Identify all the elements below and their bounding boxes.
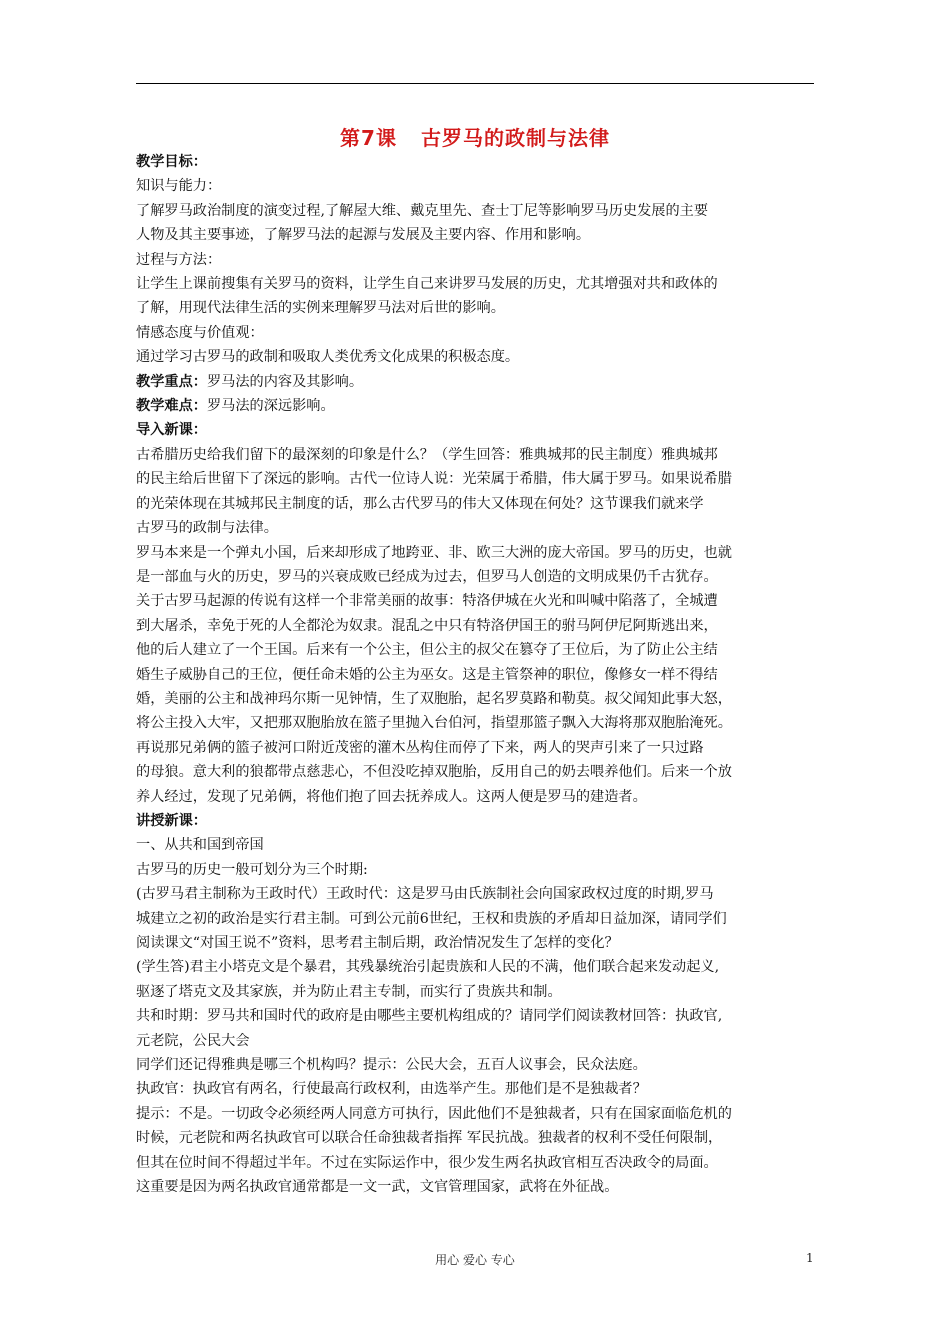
text-line: 养人经过，发现了兄弟俩，将他们抱了回去抚养成人。这两人便是罗马的建造者。 <box>136 788 647 805</box>
section-heading: 导入新课： <box>136 422 207 439</box>
text-line: 执政官：执政官有两名，行使最高行政权利，由选举产生。那他们是不是独裁者？ <box>136 1081 647 1098</box>
text-line: 再说那兄弟俩的篮子被河口附近茂密的灌木丛构住而停了下来，两人的哭声引来了一只过路 <box>136 739 704 756</box>
text-line: 他的后人建立了一个王国。后来有一个公主，但公主的叔父在篡夺了王位后，为了防止公主结 <box>136 642 718 659</box>
section-heading: 讲授新课： <box>136 812 207 829</box>
text-line: 古罗马的政制与法律。 <box>136 520 278 537</box>
text-line: 关于古罗马起源的传说有这样一个非常美丽的故事：特洛伊城在火光和叫喊中陷落了，全城遭 <box>136 593 718 610</box>
text-line: 了解罗马政治制度的演变过程,了解屋大维、戴克里先、查士丁尼等影响罗马历史发展的主要 <box>136 202 709 219</box>
text-line: 一、从共和国到帝国 <box>136 837 264 854</box>
text-line: 提示：不是。一切政令必须经两人同意方可执行，因此他们不是独裁者，只有在国家面临危机的 <box>136 1105 732 1122</box>
section-heading: 教学目标： <box>136 154 207 170</box>
text-line: 时候，元老院和两名执政官可以联合任命独裁者指挥 军民抗战。独裁者的权利不受任何限制， <box>136 1130 723 1147</box>
labeled-line <box>136 370 816 394</box>
text-line: 城建立之初的政治是实行君主制。可到公元前6世纪，王权和贵族的矛盾却日益加深，请同学们 <box>136 910 727 927</box>
text-line: 古罗马的历史一般可划分为三个时期: <box>136 861 368 878</box>
line-text: 罗马法的深远影响。 <box>206 398 335 415</box>
header-rule <box>136 83 814 84</box>
text-line: (学生答)君主小塔克文是个暴君，其残暴统治引起贵族和人民的不满，他们联合起来发动起义, <box>136 959 720 976</box>
document-body <box>136 150 816 1199</box>
text-line: 了解，用现代法律生活的实例来理解罗马法对后世的影响。 <box>136 300 505 317</box>
text-line: 婚生子威胁自己的王位，便任命未婚的公主为巫女。这是主管祭神的职位，像修女一样不得结 <box>136 666 718 683</box>
text-line: 古希腊历史给我们留下的最深刻的印象是什么？（学生回答：雅典城邦的民主制度）雅典城邦 <box>136 446 718 463</box>
text-line: 这重要是因为两名执政官通常都是一文一武，文官管理国家，武将在外征战。 <box>136 1179 619 1196</box>
text-line: 的民主给后世留下了深远的影响。古代一位诗人说：光荣属于希腊，伟大属于罗马。如果说希腊 <box>136 471 732 488</box>
text-line: 驱逐了塔克文及其家族，并为防止君主专制，而实行了贵族共和制。 <box>136 983 562 1000</box>
page-title <box>0 122 950 151</box>
text-line: 罗马本来是一个弹丸小国，后来却形成了地跨亚、非、欧三大洲的庞大帝国。罗马的历史，也就 <box>136 544 732 561</box>
page-number: 1 <box>806 1251 814 1265</box>
text-line: 让学生上课前搜集有关罗马的资料，让学生自己来讲罗马发展的历史，尤其增强对共和政体的 <box>136 276 718 293</box>
text-line: 情感态度与价值观： <box>136 324 264 341</box>
line-label: 教学难点： <box>136 398 207 415</box>
text-line: 通过学习古罗马的政制和吸取人类优秀文化成果的积极态度。 <box>136 349 520 366</box>
text-line: 人物及其主要事迹，了解罗马法的起源与发展及主要内容、作用和影响。 <box>136 227 591 244</box>
lesson-title: 古罗马的政制与法律 <box>420 126 610 150</box>
text-line: 阅读课文“对国王说不”资料，思考君主制后期，政治情况发生了怎样的变化？ <box>136 935 619 951</box>
text-line: 同学们还记得雅典是哪三个机构吗？提示：公民大会，五百人议事会，民众法庭。 <box>136 1057 647 1074</box>
text-line: 到大屠杀，幸免于死的人全都沦为奴隶。混乱之中只有特洛伊国王的驸马阿伊尼阿斯逃出来， <box>136 617 718 634</box>
text-line: 过程与方法： <box>136 251 222 268</box>
text-line: 的母狼。意大利的狼都带点慈悲心，不但没吃掉双胞胎，反用自己的奶去喂养他们。后来一个放 <box>136 764 732 781</box>
labeled-line <box>136 394 816 418</box>
text-line: 婚，美丽的公主和战神玛尔斯一见钟情，生了双胞胎，起名罗莫路和勒莫。叔父闻知此事大怒， <box>136 690 732 707</box>
text-line: (古罗马君主制称为王政时代）王政时代：这是罗马由氏族制社会向国家政权过度的时期,罗马 <box>136 886 714 903</box>
line-text: 罗马法的内容及其影响。 <box>206 373 364 390</box>
text-line: 知识与能力： <box>136 178 222 195</box>
text-line: 元老院，公民大会 <box>136 1032 250 1049</box>
text-line: 将公主投入大牢，又把那双胞胎放在篮子里抛入台伯河，指望那篮子飘入大海将那双胞胎淹死。 <box>136 715 732 732</box>
text-line: 是一部血与火的历史，罗马的兴衰成败已经成为过去，但罗马人创造的文明成果仍千古犹存。 <box>136 568 718 585</box>
text-line: 的光荣体现在其城邦民主制度的话，那么古代罗马的伟大又体现在何处？这节课我们就来学 <box>136 495 704 512</box>
text-line: 共和时期：罗马共和国时代的政府是由哪些主要机构组成的？请同学们阅读教材回答：执政官, <box>136 1008 723 1025</box>
text-line: 但其在位时间不得超过半年。不过在实际运作中，很少发生两名执政官相互否决政令的局面。 <box>136 1154 718 1171</box>
line-label: 教学重点： <box>136 373 207 390</box>
lesson-number: 第7课 <box>340 126 397 150</box>
footer-text: 用心 爱心 专心 <box>435 1253 515 1267</box>
